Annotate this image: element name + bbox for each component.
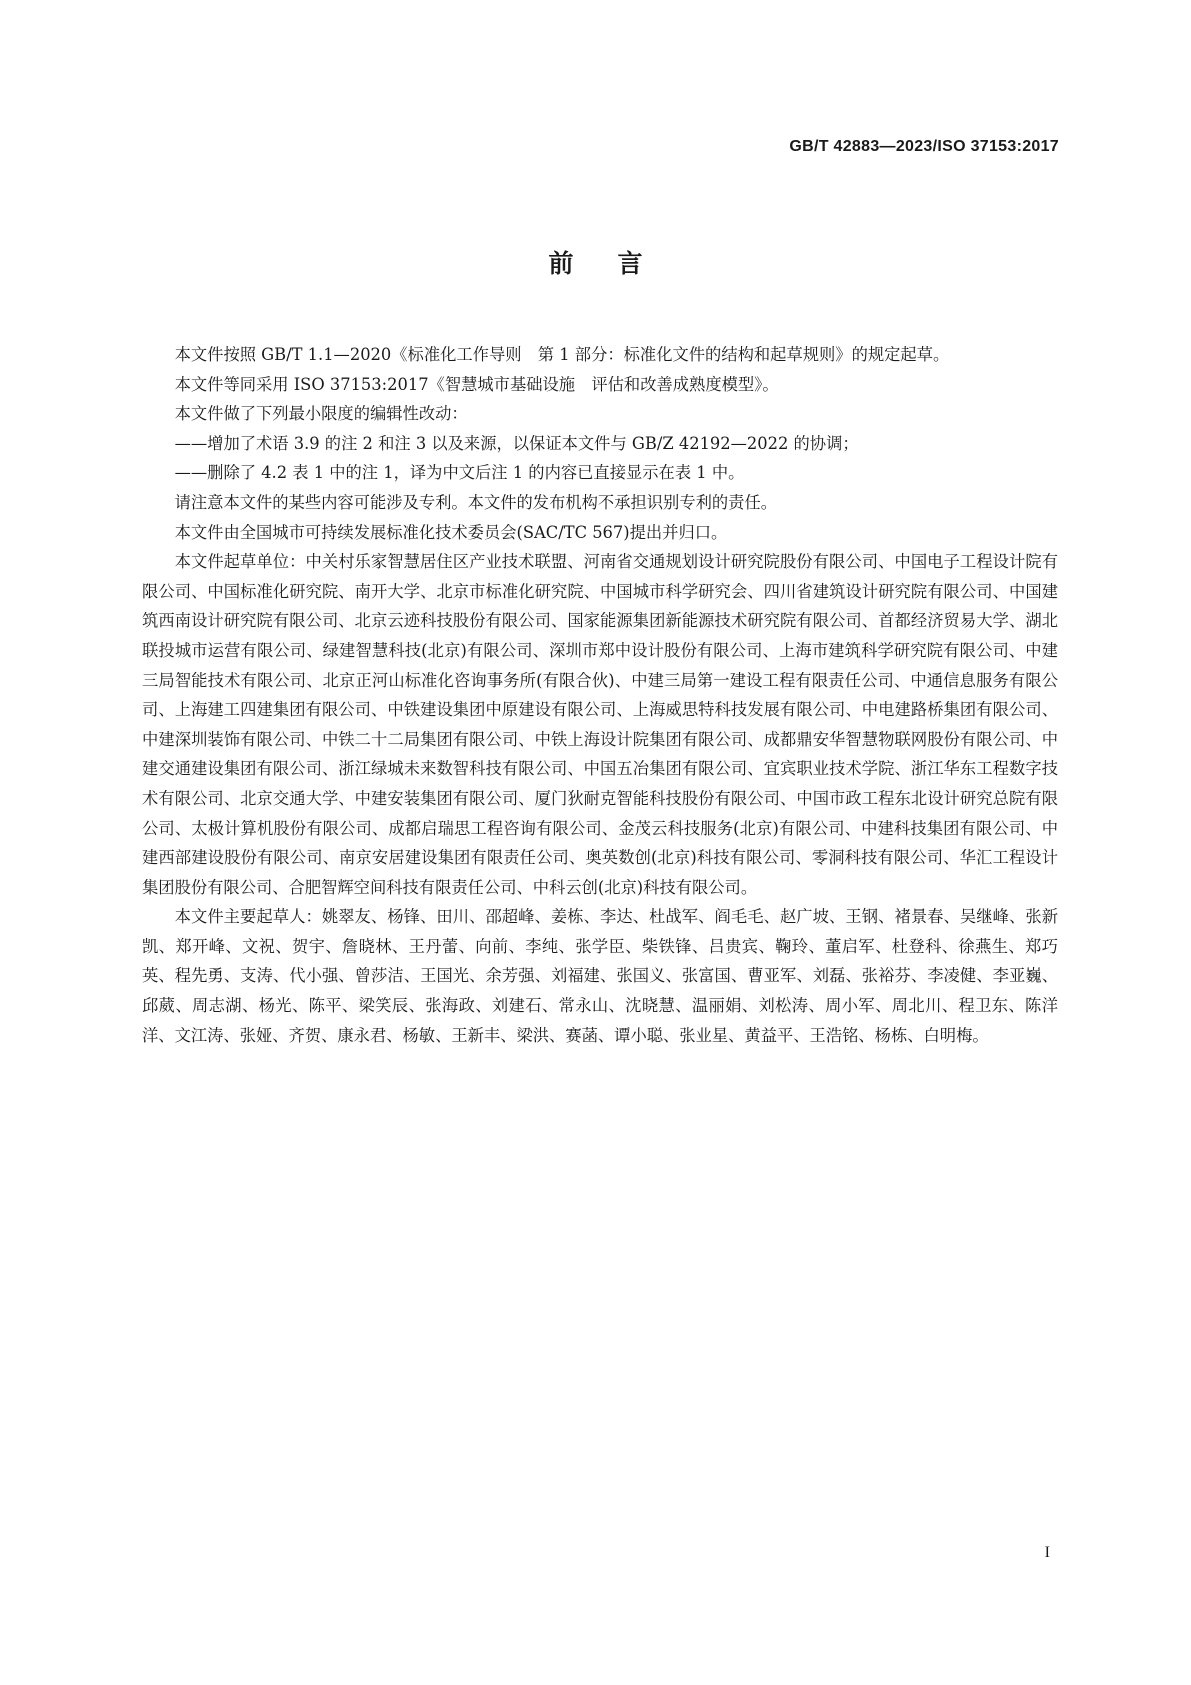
paragraph-committee: 本文件由全国城市可持续发展标准化技术委员会(SAC/TC 567)提出并归口。 [174, 522, 728, 542]
paragraph-change-item-1: ——增加了术语 3.9 的注 2 和注 3 以及来源，以保证本文件与 GB/Z 42192—2022 的协调； [174, 433, 859, 453]
document-code: GB/T 42883—2023/ISO 37153:2017 [789, 138, 1059, 155]
page-title: 前言 [548, 249, 687, 278]
paragraph-drafting-rules: 本文件按照 GB/T 1.1—2020《标准化工作导则 第 1 部分：标准化文件的结构和起草规则》的规定起草。 [174, 345, 950, 364]
paragraph-drafting-units: 本文件起草单位：中关村乐家智慧居住区产业技术联盟、河南省交通规划设计研究院股份有限公司、中国电子工程设计院有限公司、中国标准化研究院、南开大学、北京市标准化研究院、中国城市科学研究会、四川省建筑设计研究院有限公司、中国建筑西南设计研究院有限公司、北京云迹科技股份有限公司、国家能源集团新能源技术研究院有限公司、首都经济贸易大学、湖北联投城市运营有限公司、绿建智慧科技(北京)有限公司、深圳市郑中设计股份有限公司、上海市建筑科学研究院有限公司、中建三局智能技术有限公司、北京正河山标准化咨询事务所(有限合伙)、中建三局第一建设工程有限责任公司、中通信息服务有限公司、上海建工四建集团有限公司、中铁建设集团中原建设有限公司、上海威思特科技发展有限公司、中电建路桥集团有限公司、中建深圳装饰有限公司、中铁二十二局集团有限公司、中铁上海设计院集团有限公司、成都鼎安华智慧物联网股份有限公司、中建交通建设集团有限公司、浙江绿城未来数智科技有限公司、中国五冶集团有限公司、宜宾职业技术学院、浙江华东工程数字技术有限公司、北京交通大学、中建安装集团有限公司、厦门狄耐克智能科技股份有限公司、中国市政工程东北设计研究总院有限公司、太极计算机股份有限公司、成都启瑞思工程咨询有限公司、金茂云科技服务(北京)有限公司、中建科技集团有限公司、中建西部建设股份有限公司、南京安居建设集团有限责任公司、奥英数创(北京)科技有限公司、零洞科技有限公司、华汇工程设计集团股份有限公司、合肥智辉空间科技有限责任公司、中科云创(北京)科技有限公司。 [142, 552, 1058, 897]
page-number: I [1044, 1544, 1050, 1561]
paragraph-patent-notice: 请注意本文件的某些内容可能涉及专利。本文件的发布机构不承担识别专利的责任。 [174, 492, 778, 512]
paragraph-change-item-2: ——删除了 4.2 表 1 中的注 1，译为中文后注 1 的内容已直接显示在表 1 中。 [174, 463, 745, 483]
paragraph-editorial-changes: 本文件做了下列最小限度的编辑性改动： [174, 404, 468, 424]
paragraph-adoption: 本文件等同采用 ISO 37153:2017《智慧城市基础设施 评估和改善成熟度模型》。 [174, 374, 779, 394]
foreword-body [142, 340, 1058, 1050]
paragraph-drafters: 本文件主要起草人：姚翠友、杨锋、田川、邵超峰、姜栋、李达、杜战军、阎毛毛、赵广坡、王钢、褚景春、吴继峰、张新凯、郑开峰、文祝、贺宇、詹晓林、王丹蕾、向前、李纯、张学臣、柴铁锋、吕贵宾、鞠玲、董启军、杜登科、徐燕生、郑巧英、程先勇、支涛、代小强、曾莎洁、王国光、余芳强、刘福建、张国义、张富国、曹亚军、刘磊、张裕芬、李凌健、李亚巍、邱葳、周志湖、杨光、陈平、梁笑辰、张海政、刘建石、常永山、沈晓慧、温丽娟、刘松涛、周小军、周北川、程卫东、陈洋洋、文江涛、张娅、齐贺、康永君、杨敏、王新丰、梁洪、赛菡、谭小聪、张业星、黄益平、王浩铭、杨栋、白明梅。 [142, 907, 1058, 1045]
